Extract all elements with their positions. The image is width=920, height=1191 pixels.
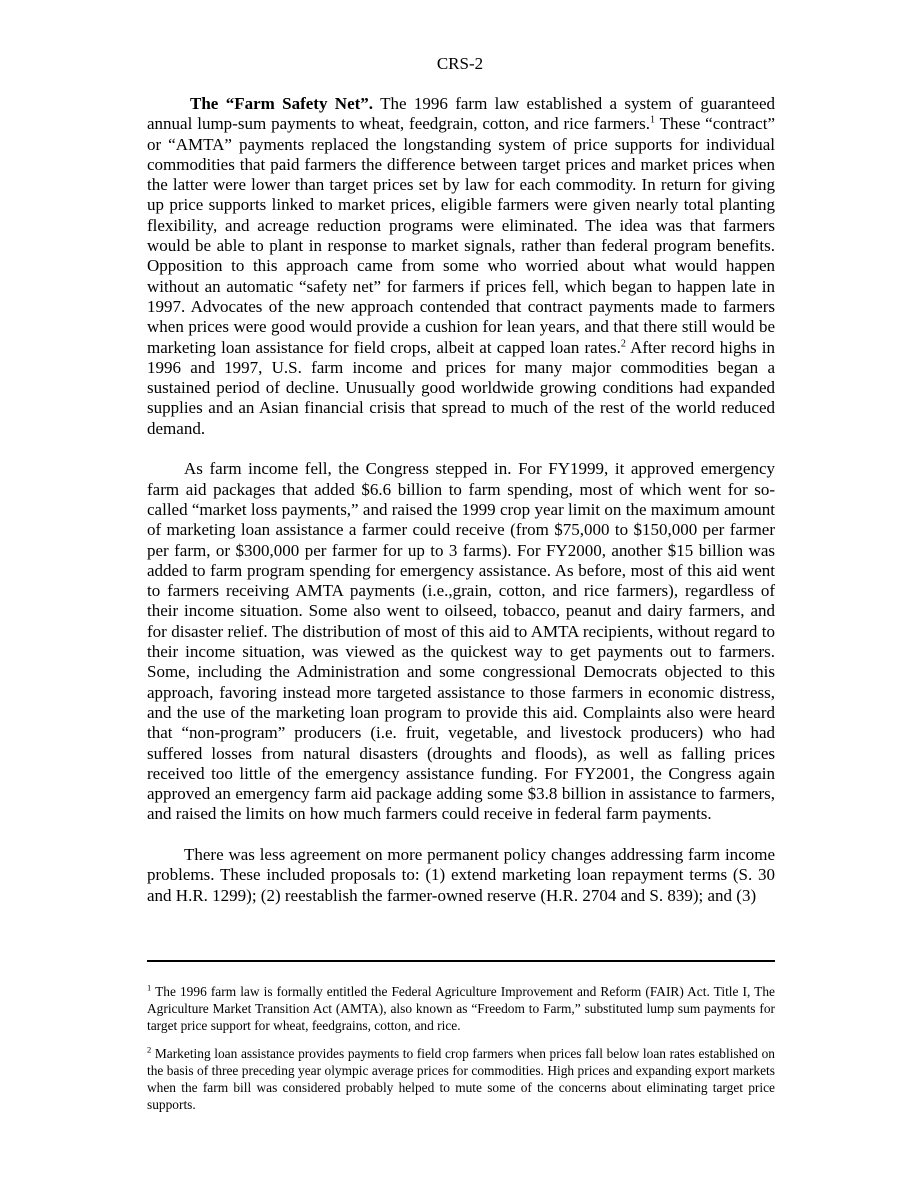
section-heading: The “Farm Safety Net”. bbox=[190, 94, 374, 113]
footnote-ref-2[interactable]: 2 bbox=[620, 337, 626, 349]
paragraph-policy-changes: There was less agreement on more permanent policy changes addressing farm income problems. These included proposals to: (1) extend marketing loan repayment terms (S. 30 and H.R. 1299); (2) reestablish the farmer-owned reserve (H.R. 2704 and S. 839); and (3) bbox=[147, 844, 775, 905]
footnote-mark: 2 bbox=[147, 1044, 152, 1055]
footnote-text: Marketing loan assistance provides payments to field crop farmers when prices fall below loan rates established on the basis of three preceding year olympic average prices for commodities. High prices and expanding export markets when the farm bill was considered probably helped to mute some of the concerns about eliminating target price supports. bbox=[147, 1045, 775, 1113]
footnote-2 bbox=[147, 1045, 775, 1114]
footnote-1 bbox=[147, 983, 775, 1035]
paragraph-text: The 1996 farm law established a system of guaranteed annual lump-sum payments to wheat, feedgrain, cotton, and rice farmers. bbox=[147, 94, 775, 134]
paragraph-text: These “contract” or “AMTA” payments replaced the longstanding system of price supports for individual commodities that paid farmers the difference between target prices and market prices when the latter were lower than target prices set by law for each commodity. In return for giving up price supports linked to market prices, eligible farmers were given nearly total planting flexibility, and acreage reduction programs were eliminated. The idea was that farmers would be able to plant in response to market signals, rather than federal program benefits. Opposition to this approach came from some who worried about what would happen without an automatic “safety net” for farmers if prices fell, which began to happen late in 1997. Advocates of the new approach contended that contract payments made to farmers when prices were good would provide a cushion for lean years, and that there still would be marketing loan assistance for field crops, albeit at capped loan rates. bbox=[147, 114, 775, 357]
footnote-text: The 1996 farm law is formally entitled the Federal Agriculture Improvement and Reform (FAIR) Act. Title I, The Agriculture Market Transition Act (AMTA), also known as “Freedom to Farm,” substituted lump sum payments for target price support for wheat, feedgrains, cotton, and rice. bbox=[147, 984, 775, 1034]
paragraph-farm-safety-net bbox=[147, 94, 775, 439]
footnote-ref-1[interactable]: 1 bbox=[650, 114, 656, 126]
footnotes bbox=[147, 983, 775, 1123]
footnote-divider bbox=[147, 960, 775, 962]
page-header: CRS-2 bbox=[436, 54, 484, 73]
paragraph-emergency-aid: As farm income fell, the Congress stepped in. For FY1999, it approved emergency farm aid packages that added $6.6 billion to farm spending, most of which went for so-called “market loss payments,” and raised the 1999 crop year limit on the maximum amount of marketing loan assistance a farmer could receive (from $75,000 to $150,000 per farmer per farm, or $300,000 per farmer for up to 3 farms). For FY2000, another $15 billion was added to farm program spending for emergency assistance. As before, most of this aid went to farmers receiving AMTA payments (i.e.,grain, cotton, and rice farmers), regardless of their income situation. Some also went to oilseed, tobacco, peanut and dairy farmers, and for disaster relief. The distribution of most of this aid to AMTA recipients, without regard to their income situation, was viewed as the quickest way to get payments out to farmers. Some, including the Administration and some congressional Democrats objected to this approach, favoring instead more targeted assistance to those farmers in economic distress, and the use of the marketing loan program to provide this aid. Complaints also were heard that “non-program” producers (i.e. fruit, vegetable, and livestock producers) who had suffered losses from natural disasters (droughts and floods), as well as falling prices received too little of the emergency assistance funding. For FY2001, the Congress again approved an emergency farm aid package adding some $3.8 billion in assistance to farmers, and raised the limits on how much farmers could receive in federal farm payments. bbox=[147, 459, 775, 824]
footnote-mark: 1 bbox=[147, 982, 152, 993]
body-text bbox=[147, 94, 775, 926]
paragraph-text: After record highs in 1996 and 1997, U.S. farm income and prices for many major commodities began a sustained period of decline. Unusually good worldwide growing conditions had expanded supplies and an Asian financial crisis that spread to much of the rest of the world reduced demand. bbox=[147, 337, 775, 438]
